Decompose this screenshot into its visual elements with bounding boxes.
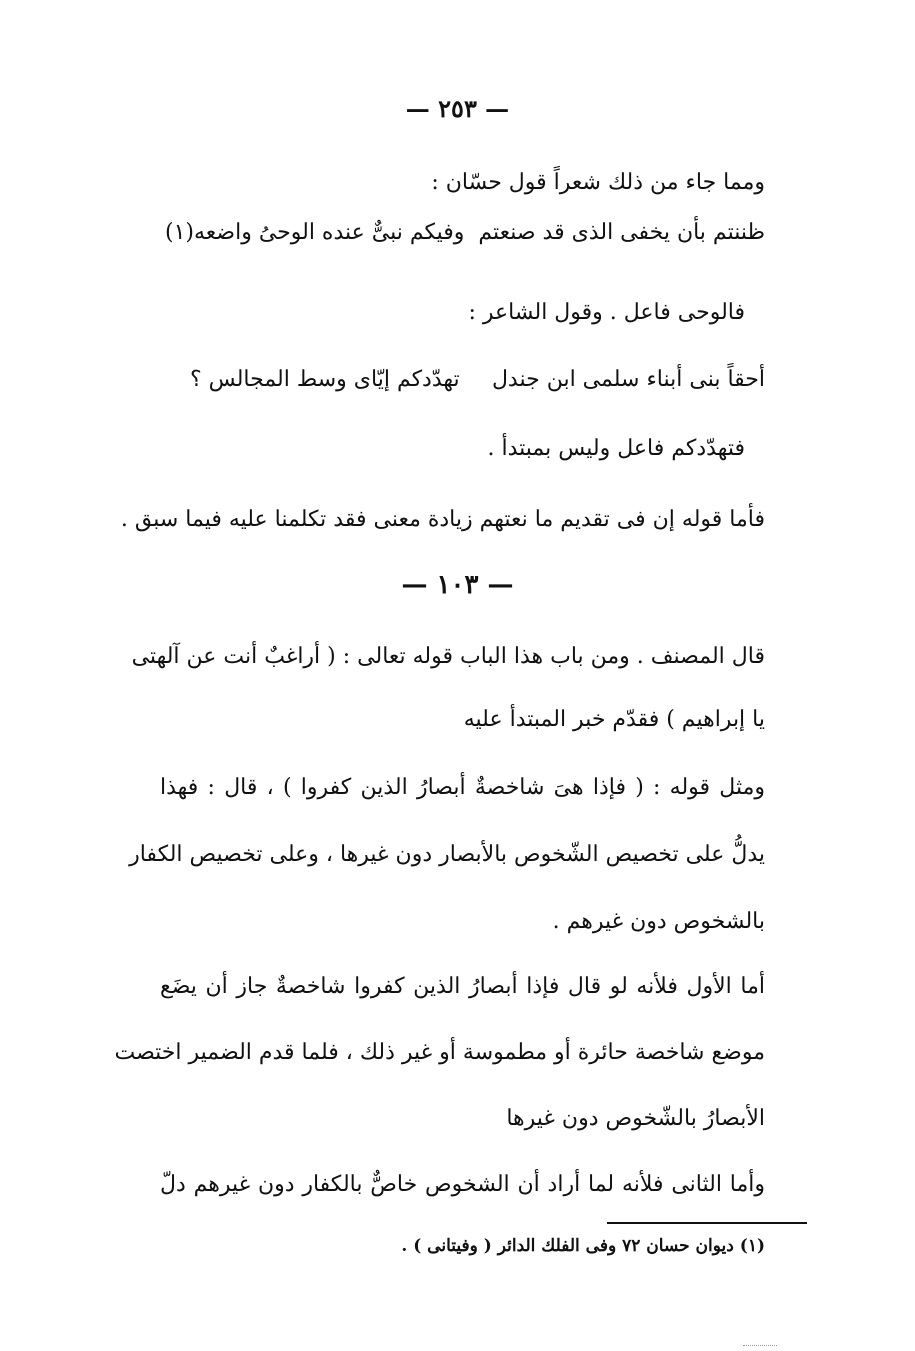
text-line: ومثل قوله : ( فإذا هىَ شاخصةٌ أبصارُ الذين كفروا ) ، قال : فهذا bbox=[160, 775, 765, 800]
text-line: الأبصارُ بالشّخوص دون غيرها bbox=[506, 1106, 765, 1131]
page-edge-mark bbox=[743, 1345, 777, 1346]
text-line: بالشخوص دون غيرهم . bbox=[552, 909, 765, 934]
text-line: موضع شاخصة حائرة أو مطموسة أو غير ذلك ، فلما قدم الضمير اختصت bbox=[114, 1040, 765, 1065]
text-line: يا إبراهيم ) فقدّم خبر المبتدأ عليه bbox=[463, 707, 765, 732]
text-line: فالوحى فاعل . وقول الشاعر : bbox=[468, 300, 745, 325]
page-number: — ٢٥٣ — bbox=[405, 94, 510, 123]
verse-hemistich-right: أحقاً بنى أبناء سلمى ابن جندل bbox=[491, 367, 765, 392]
text-line: فتهدّدكم فاعل وليس بمبتدأ . bbox=[487, 436, 745, 461]
text-line: ومما جاء من ذلك شعراً قول حسّان : bbox=[431, 170, 765, 195]
text-line: فأما قوله إن فى تقديم ما نعتهم زيادة معنى فقد تكلمنا عليه فيما سبق . bbox=[120, 507, 765, 532]
verse-hemistich-left: تهدّدكم إيّاى وسط المجالس ؟ bbox=[190, 367, 460, 392]
verse-hemistich-right: ظننتم بأن يخفى الذى قد صنعتم bbox=[478, 220, 765, 245]
text-line: أما الأول فلأنه لو قال فإذا أبصارُ الذين كفروا شاخصةٌ جاز أن يضَع bbox=[160, 974, 765, 999]
footnote: (١) ديوان حسان ٧٢ وفى الفلك الدائر ( وفيتانى ) . bbox=[401, 1236, 765, 1256]
footnote-divider bbox=[607, 1222, 807, 1224]
section-number: — ١٠٣ — bbox=[401, 570, 514, 600]
verse-hemistich-left: وفيكم نبىٌّ عنده الوحىُ واضعه(١) bbox=[165, 220, 465, 245]
text-line: وأما الثانى فلأنه لما أراد أن الشخوص خاصٌّ بالكفار دون غيرهم دلّ bbox=[160, 1172, 765, 1197]
text-line: قال المصنف . ومن باب هذا الباب قوله تعالى : ( أراغبٌ أنت عن آلهتى bbox=[131, 644, 765, 669]
text-line: يدلُّ على تخصيص الشّخوص بالأبصار دون غيرها ، وعلى تخصيص الكفار bbox=[129, 842, 765, 867]
